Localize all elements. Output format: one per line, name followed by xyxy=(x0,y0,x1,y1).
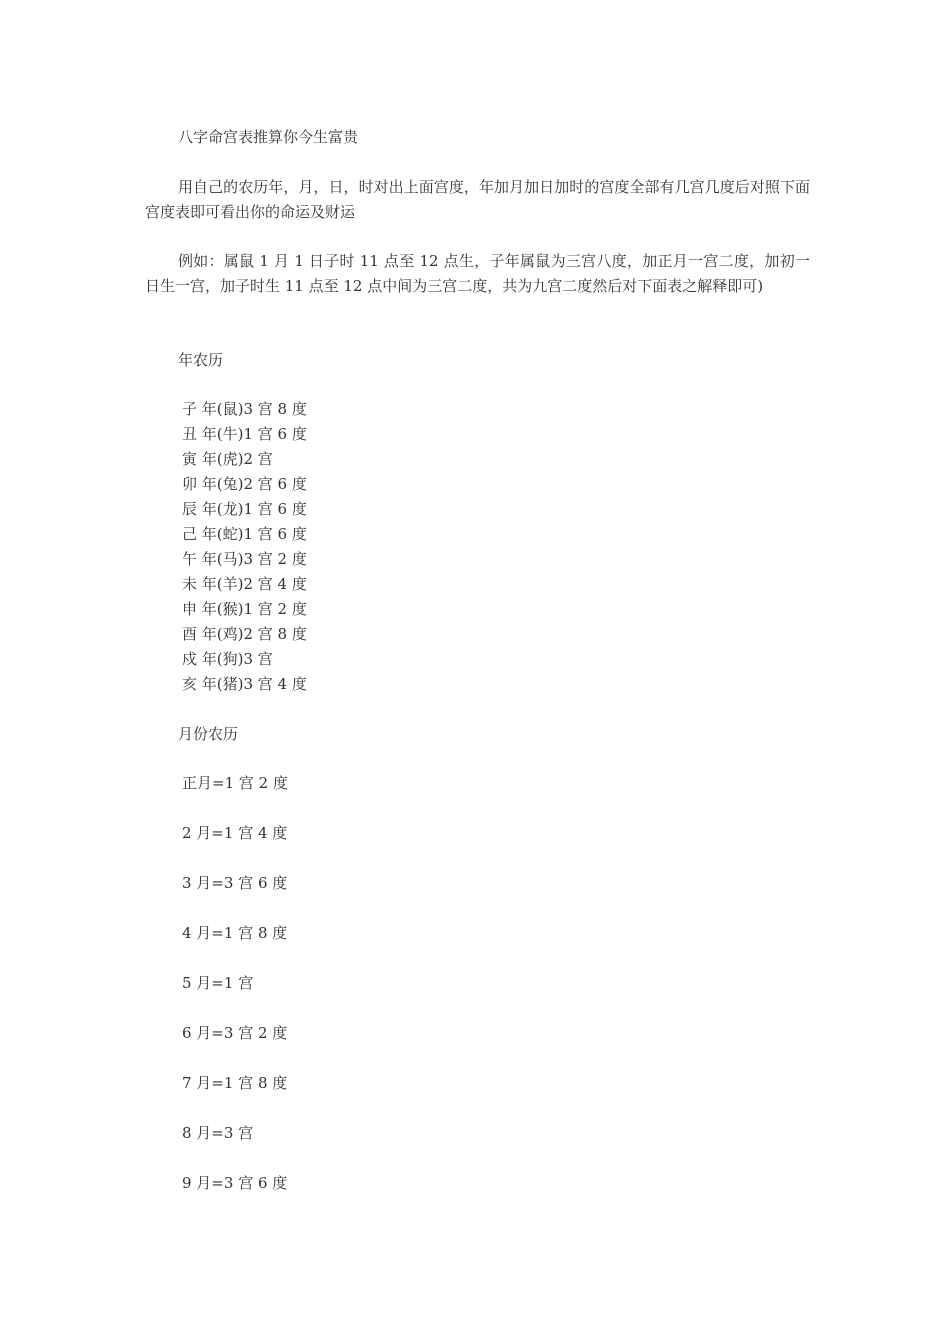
year-palace-list xyxy=(182,397,307,697)
list-item: 子 年(鼠)3 宫 8 度 xyxy=(182,400,307,418)
list-item: 寅 年(虎)2 宫 xyxy=(182,450,273,468)
list-item: 3 月=3 宫 6 度 xyxy=(182,874,288,892)
list-item: 己 年(蛇)1 宫 6 度 xyxy=(182,525,307,543)
list-item: 辰 年(龙)1 宫 6 度 xyxy=(182,500,307,518)
list-item: 正月=1 宫 2 度 xyxy=(182,774,288,792)
list-item: 8 月=3 宫 xyxy=(182,1124,254,1142)
list-item: 酉 年(鸡)2 宫 8 度 xyxy=(182,625,307,643)
month-section-heading: 月份农历 xyxy=(178,725,239,743)
list-item: 丑 年(牛)1 宫 6 度 xyxy=(182,425,307,443)
list-item: 申 年(猴)1 宫 2 度 xyxy=(182,600,307,618)
list-item: 9 月=3 宫 6 度 xyxy=(182,1174,288,1192)
list-item: 7 月=1 宫 8 度 xyxy=(182,1074,288,1092)
list-item: 5 月=1 宫 xyxy=(182,974,254,992)
month-palace-list xyxy=(182,771,288,1221)
intro-paragraph: 用自己的农历年，月，日，时对出上面宫度，年加月加日加时的宫度全部有几宫几度后对照下面宫度表即可看出你的命运及财运 xyxy=(145,178,810,221)
list-item: 戍 年(狗)3 宫 xyxy=(182,650,273,668)
document-title: 八字命宫表推算你今生富贵 xyxy=(178,128,359,146)
list-item: 6 月=3 宫 2 度 xyxy=(182,1024,288,1042)
list-item: 2 月=1 宫 4 度 xyxy=(182,824,288,842)
list-item: 4 月=1 宫 8 度 xyxy=(182,924,288,942)
list-item: 未 年(羊)2 宫 4 度 xyxy=(182,575,307,593)
list-item: 亥 年(猪)3 宫 4 度 xyxy=(182,675,307,693)
list-item: 卯 年(兔)2 宫 6 度 xyxy=(182,475,307,493)
example-paragraph: 例如：属鼠 1 月 1 日子时 11 点至 12 点生，子年属鼠为三宫八度，加正月一宫二度，加初一日生一宫，加子时生 11 点至 12 点中间为三宫二度，共为九宫二度然后对下面表之解释即可) xyxy=(145,252,810,295)
list-item: 午 年(马)3 宫 2 度 xyxy=(182,550,307,568)
year-section-heading: 年农历 xyxy=(178,351,224,369)
